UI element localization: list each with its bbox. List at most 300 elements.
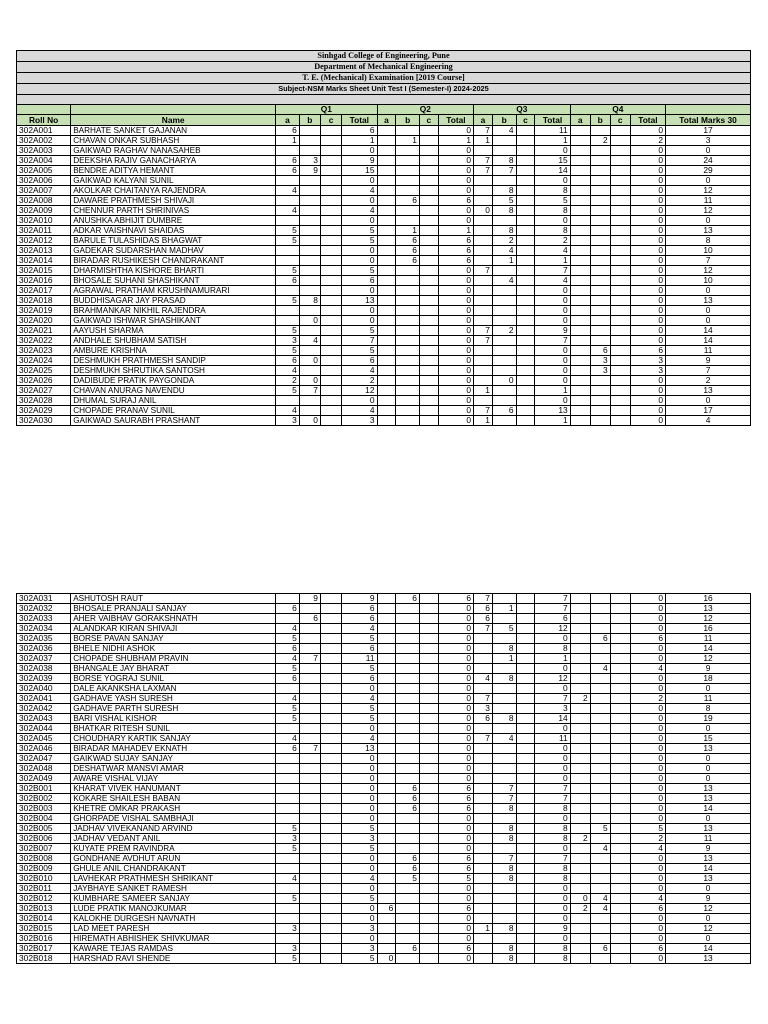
mark-cell [320, 734, 341, 744]
mark-cell [320, 864, 341, 874]
mark-cell: 3 [276, 924, 300, 934]
question-total-cell: 6 [438, 944, 473, 954]
mark-cell [610, 146, 630, 156]
mark-cell [492, 614, 516, 624]
student-name-cell: CHOPADE PRANAV SUNIL [71, 406, 276, 416]
mark-cell [590, 316, 610, 326]
student-name-cell: ANUSHKA ABHIJIT DUMBRE [71, 216, 276, 226]
roll-no-cell: 302A008 [17, 196, 71, 206]
student-name-cell: GHORPADE VISHAL SAMBHAJI [71, 814, 276, 824]
mark-cell [377, 604, 396, 614]
mark-cell: 7 [474, 156, 493, 166]
mark-cell [516, 804, 535, 814]
mark-cell [377, 226, 396, 236]
mark-cell [320, 306, 341, 316]
table-row [17, 864, 751, 874]
mark-cell: 7 [474, 326, 493, 336]
mark-cell [590, 674, 610, 684]
question-total-cell: 7 [535, 794, 570, 804]
mark-cell [419, 754, 438, 764]
mark-cell [590, 286, 610, 296]
question-total-cell: 0 [438, 744, 473, 754]
roll-no-cell: 302A003 [17, 146, 71, 156]
mark-cell [516, 594, 535, 604]
question-total-cell: 0 [630, 924, 665, 934]
table-row [17, 376, 751, 386]
mark-cell [474, 654, 493, 664]
mark-cell [610, 356, 630, 366]
mark-cell [299, 914, 320, 924]
mark-cell [320, 904, 341, 914]
roll-no-cell: 302A027 [17, 386, 71, 396]
mark-cell: 6 [590, 634, 610, 644]
mark-cell [396, 934, 420, 944]
mark-cell: 6 [396, 246, 420, 256]
question-total-cell: 0 [535, 844, 570, 854]
total-marks-cell: 11 [666, 694, 751, 704]
question-total-cell: 0 [342, 246, 377, 256]
column-header: Roll No [17, 115, 71, 126]
question-total-cell: 0 [630, 256, 665, 266]
question-total-cell: 15 [342, 166, 377, 176]
mark-cell [590, 236, 610, 246]
student-name-cell: ASHUTOSH RAUT [71, 594, 276, 604]
total-marks-cell: 13 [666, 794, 751, 804]
mark-cell [299, 954, 320, 964]
mark-cell [377, 126, 396, 136]
mark-cell [474, 376, 493, 386]
mark-cell [516, 664, 535, 674]
table-row [17, 814, 751, 824]
mark-cell [276, 804, 300, 814]
mark-cell: 4 [590, 894, 610, 904]
student-name-cell: CHOUDHARY KARTIK SANJAY [71, 734, 276, 744]
mark-cell [276, 764, 300, 774]
table-row [17, 874, 751, 884]
mark-cell [474, 804, 493, 814]
mark-cell [492, 346, 516, 356]
question-total-cell: 5 [342, 894, 377, 904]
mark-cell [610, 784, 630, 794]
mark-cell: 4 [590, 664, 610, 674]
mark-cell: 3 [276, 834, 300, 844]
mark-cell [299, 754, 320, 764]
mark-cell: 3 [276, 336, 300, 346]
roll-no-cell: 302B007 [17, 844, 71, 854]
mark-cell [419, 296, 438, 306]
mark-cell [299, 784, 320, 794]
mark-cell [419, 944, 438, 954]
mark-cell [610, 196, 630, 206]
question-total-cell: 0 [438, 306, 473, 316]
roll-no-cell: 302A033 [17, 614, 71, 624]
question-total-cell: 0 [342, 784, 377, 794]
mark-cell [299, 256, 320, 266]
total-marks-cell: 0 [666, 934, 751, 944]
question-total-cell: 0 [342, 814, 377, 824]
table-row [17, 346, 751, 356]
question-total-cell: 6 [438, 784, 473, 794]
roll-no-cell: 302B015 [17, 924, 71, 934]
mark-cell [610, 744, 630, 754]
mark-cell [320, 624, 341, 634]
mark-cell [610, 206, 630, 216]
roll-no-cell: 302B004 [17, 814, 71, 824]
question-total-cell: 4 [535, 276, 570, 286]
mark-cell: 2 [492, 236, 516, 246]
mark-cell [377, 266, 396, 276]
marks-sheet-table-page2 [16, 593, 751, 964]
mark-cell [474, 894, 493, 904]
mark-cell: 1 [474, 924, 493, 934]
mark-cell: 8 [299, 296, 320, 306]
mark-cell [516, 356, 535, 366]
student-name-cell: CHOPADE SHUBHAM PRAVIN [71, 654, 276, 664]
student-name-cell: LUDE PRATIK MANOJKUMAR [71, 904, 276, 914]
mark-cell [419, 146, 438, 156]
mark-cell [516, 694, 535, 704]
roll-no-cell: 302A028 [17, 396, 71, 406]
roll-no-cell: 302B012 [17, 894, 71, 904]
mark-cell [570, 954, 590, 964]
mark-cell [377, 316, 396, 326]
table-row [17, 884, 751, 894]
mark-cell: 1 [492, 604, 516, 614]
roll-no-cell: 302A025 [17, 366, 71, 376]
group-header-q4: Q4 [570, 105, 665, 115]
mark-cell [419, 396, 438, 406]
mark-cell [516, 176, 535, 186]
column-header: a [474, 115, 493, 126]
mark-cell [299, 276, 320, 286]
roll-no-cell: 302B009 [17, 864, 71, 874]
mark-cell [276, 196, 300, 206]
question-total-cell: 8 [535, 874, 570, 884]
mark-cell [320, 186, 341, 196]
table-row [17, 694, 751, 704]
question-total-cell: 2 [630, 694, 665, 704]
mark-cell [610, 306, 630, 316]
roll-no-cell: 302B002 [17, 794, 71, 804]
total-marks-cell: 24 [666, 156, 751, 166]
question-total-cell: 3 [630, 356, 665, 366]
mark-cell [516, 954, 535, 964]
mark-cell [377, 714, 396, 724]
student-name-cell: BHELE NIDHI ASHOK [71, 644, 276, 654]
question-total-cell: 8 [535, 644, 570, 654]
question-total-cell: 7 [535, 594, 570, 604]
table-row [17, 266, 751, 276]
mark-cell [474, 854, 493, 864]
student-name-cell: BORSE YOGRAJ SUNIL [71, 674, 276, 684]
mark-cell [299, 366, 320, 376]
mark-cell [419, 186, 438, 196]
question-total-cell: 0 [438, 326, 473, 336]
mark-cell [396, 914, 420, 924]
mark-cell [419, 216, 438, 226]
mark-cell [610, 336, 630, 346]
question-total-cell: 4 [342, 206, 377, 216]
mark-cell [570, 664, 590, 674]
mark-cell: 1 [474, 386, 493, 396]
mark-cell [474, 634, 493, 644]
question-total-cell: 0 [342, 794, 377, 804]
mark-cell [396, 396, 420, 406]
total-marks-cell: 4 [666, 416, 751, 426]
mark-cell [474, 934, 493, 944]
mark-cell [299, 844, 320, 854]
mark-cell [299, 944, 320, 954]
table-row [17, 416, 751, 426]
mark-cell [610, 156, 630, 166]
mark-cell [610, 406, 630, 416]
mark-cell [590, 246, 610, 256]
mark-cell [377, 256, 396, 266]
mark-cell [320, 406, 341, 416]
mark-cell [610, 864, 630, 874]
mark-cell [377, 824, 396, 834]
student-name-cell: GHULE ANIL CHANDRAKANT [71, 864, 276, 874]
mark-cell [419, 286, 438, 296]
mark-cell [516, 854, 535, 864]
total-marks-cell: 12 [666, 266, 751, 276]
mark-cell [474, 724, 493, 734]
group-header-q3: Q3 [474, 105, 571, 115]
student-name-cell: GAIKWAD SAURABH PRASHANT [71, 416, 276, 426]
mark-cell [299, 326, 320, 336]
mark-cell [590, 614, 610, 624]
mark-cell [474, 904, 493, 914]
mark-cell [276, 884, 300, 894]
question-total-cell: 6 [438, 904, 473, 914]
mark-cell [377, 166, 396, 176]
table-row [17, 386, 751, 396]
total-marks-cell: 13 [666, 386, 751, 396]
mark-cell [516, 206, 535, 216]
mark-cell [419, 386, 438, 396]
mark-cell: 3 [590, 356, 610, 366]
mark-cell [419, 226, 438, 236]
mark-cell [320, 176, 341, 186]
question-total-cell: 0 [630, 714, 665, 724]
total-marks-cell: 0 [666, 684, 751, 694]
mark-cell [570, 186, 590, 196]
mark-cell [590, 624, 610, 634]
mark-cell [320, 206, 341, 216]
question-total-cell: 0 [630, 814, 665, 824]
mark-cell: 0 [299, 316, 320, 326]
question-total-cell: 0 [342, 256, 377, 266]
mark-cell [474, 954, 493, 964]
mark-cell [492, 934, 516, 944]
mark-cell [516, 614, 535, 624]
question-total-cell: 1 [535, 654, 570, 664]
question-total-cell: 6 [438, 864, 473, 874]
question-total-cell: 13 [342, 744, 377, 754]
mark-cell [396, 644, 420, 654]
mark-cell [610, 366, 630, 376]
table-row [17, 296, 751, 306]
mark-cell [610, 136, 630, 146]
mark-cell [570, 166, 590, 176]
mark-cell [377, 744, 396, 754]
mark-cell [299, 684, 320, 694]
table-row [17, 704, 751, 714]
mark-cell: 1 [492, 654, 516, 664]
question-total-cell: 14 [535, 714, 570, 724]
question-total-cell: 0 [438, 346, 473, 356]
mark-cell: 7 [474, 266, 493, 276]
question-total-cell: 0 [438, 336, 473, 346]
mark-cell [377, 764, 396, 774]
group-header-q2: Q2 [377, 105, 474, 115]
mark-cell [610, 854, 630, 864]
mark-cell: 6 [396, 944, 420, 954]
question-total-cell: 0 [630, 594, 665, 604]
mark-cell [590, 754, 610, 764]
mark-cell [590, 386, 610, 396]
question-total-cell: 0 [342, 884, 377, 894]
mark-cell [419, 704, 438, 714]
mark-cell [320, 894, 341, 904]
mark-cell [570, 346, 590, 356]
mark-cell [516, 126, 535, 136]
mark-cell [419, 654, 438, 664]
question-total-cell: 0 [342, 754, 377, 764]
mark-cell [516, 754, 535, 764]
question-total-cell: 0 [438, 416, 473, 426]
mark-cell: 6 [474, 614, 493, 624]
mark-cell [419, 644, 438, 654]
roll-no-cell: 302A016 [17, 276, 71, 286]
roll-no-cell: 302A012 [17, 236, 71, 246]
mark-cell [419, 336, 438, 346]
question-total-cell: 0 [535, 366, 570, 376]
mark-cell [590, 874, 610, 884]
question-total-cell: 0 [630, 734, 665, 744]
mark-cell [492, 136, 516, 146]
blank-header-row [17, 95, 751, 105]
question-total-cell: 6 [342, 614, 377, 624]
roll-no-cell: 302A048 [17, 764, 71, 774]
mark-cell [570, 654, 590, 664]
mark-cell [377, 844, 396, 854]
mark-cell [570, 814, 590, 824]
mark-cell [276, 794, 300, 804]
total-marks-cell: 2 [666, 376, 751, 386]
mark-cell [590, 744, 610, 754]
table-row [17, 644, 751, 654]
question-total-cell: 9 [342, 156, 377, 166]
mark-cell [590, 704, 610, 714]
total-marks-cell: 0 [666, 176, 751, 186]
mark-cell [299, 266, 320, 276]
mark-cell [570, 256, 590, 266]
mark-cell [610, 934, 630, 944]
mark-cell [320, 196, 341, 206]
mark-cell [419, 156, 438, 166]
mark-cell [516, 634, 535, 644]
question-total-cell: 0 [438, 316, 473, 326]
total-marks-cell: 14 [666, 804, 751, 814]
student-name-cell: BRAHMANKAR NIKHIL RAJENDRA [71, 306, 276, 316]
question-total-cell: 4 [535, 246, 570, 256]
roll-no-cell: 302A029 [17, 406, 71, 416]
question-total-cell: 0 [630, 884, 665, 894]
student-name-cell: BARHATE SANKET GAJANAN [71, 126, 276, 136]
mark-cell [419, 276, 438, 286]
mark-cell [299, 874, 320, 884]
mark-cell [419, 914, 438, 924]
mark-cell [396, 156, 420, 166]
roll-no-cell: 302A020 [17, 316, 71, 326]
mark-cell [610, 186, 630, 196]
mark-cell [610, 614, 630, 624]
mark-cell [570, 416, 590, 426]
mark-cell: 4 [492, 126, 516, 136]
student-name-cell: BHANGALE JAY BHARAT [71, 664, 276, 674]
roll-no-cell: 302A023 [17, 346, 71, 356]
mark-cell [516, 784, 535, 794]
mark-cell [570, 216, 590, 226]
table-row [17, 724, 751, 734]
total-marks-cell: 14 [666, 644, 751, 654]
table-row [17, 256, 751, 266]
mark-cell [299, 824, 320, 834]
mark-cell [276, 256, 300, 266]
total-marks-cell: 0 [666, 396, 751, 406]
table-row [17, 126, 751, 136]
mark-cell [610, 126, 630, 136]
mark-cell [610, 694, 630, 704]
question-total-cell: 4 [630, 664, 665, 674]
mark-cell [474, 664, 493, 674]
mark-cell [320, 724, 341, 734]
total-marks-cell: 0 [666, 216, 751, 226]
question-total-cell: 0 [438, 654, 473, 664]
mark-cell [396, 684, 420, 694]
student-name-cell: KAWARE TEJAS RAMDAS [71, 944, 276, 954]
column-header-row [17, 115, 751, 126]
mark-cell [396, 924, 420, 934]
question-total-cell: 0 [342, 196, 377, 206]
mark-cell [610, 764, 630, 774]
mark-cell [320, 704, 341, 714]
table-row [17, 684, 751, 694]
question-total-cell: 0 [535, 914, 570, 924]
mark-cell [516, 146, 535, 156]
total-marks-cell: 3 [666, 136, 751, 146]
table-row [17, 664, 751, 674]
student-name-cell: BORSE PAVAN SANJAY [71, 634, 276, 644]
group-spacer [666, 105, 751, 115]
mark-cell [377, 774, 396, 784]
question-total-cell: 14 [535, 166, 570, 176]
table-row [17, 824, 751, 834]
question-total-cell: 4 [342, 406, 377, 416]
mark-cell [320, 694, 341, 704]
question-total-cell: 0 [535, 724, 570, 734]
mark-cell [516, 256, 535, 266]
mark-cell: 3 [276, 416, 300, 426]
question-total-cell: 5 [342, 634, 377, 644]
roll-no-cell: 302A040 [17, 684, 71, 694]
mark-cell [320, 296, 341, 306]
mark-cell [590, 794, 610, 804]
question-total-cell: 0 [342, 914, 377, 924]
question-total-cell: 2 [535, 236, 570, 246]
mark-cell [419, 784, 438, 794]
